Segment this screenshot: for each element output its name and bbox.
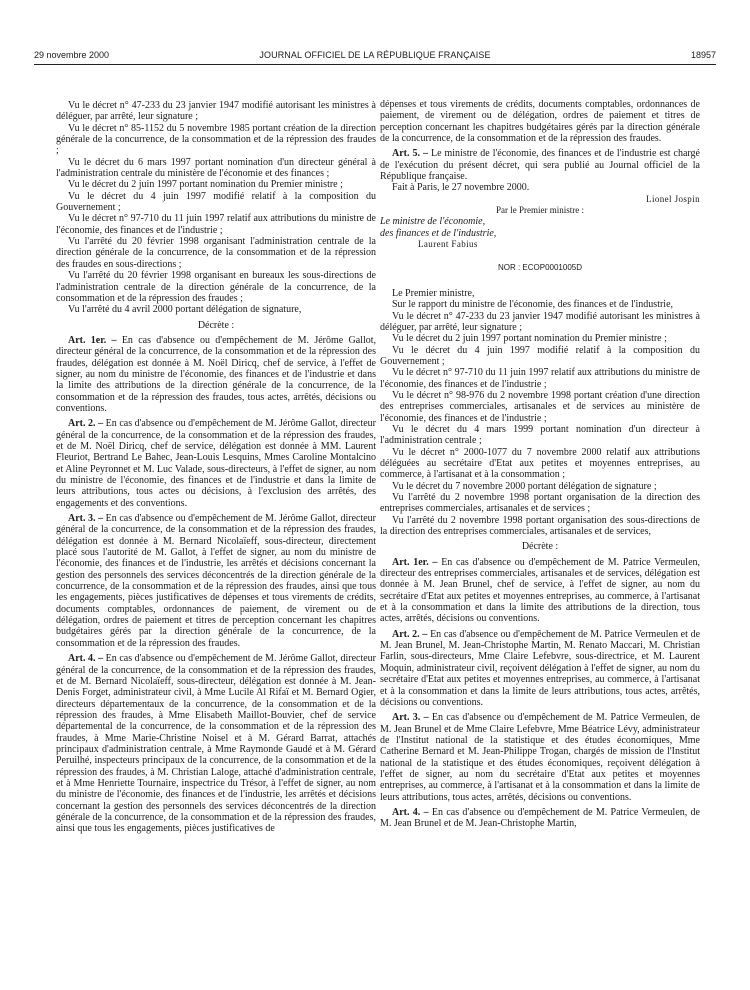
text-paragraph: Vu le décret n° 97-710 du 11 juin 1997 relatif aux attributions du ministre de l'économie, des finances et de l'industrie ; (380, 367, 700, 390)
article-text: En cas d'absence ou d'empêchement de M. Jérôme Gallot, directeur général de la concurrence, de la consommation et de la répression des fraudes, et de M. Noël Diricq, chef de service, délégation est donnée à MM. Laurent Fleuriot, Bertrand Le Bahec, Jean-Louis Lesquins, Mmes Caroline Montalcino et Aline Peyronnet et M. Luc Valade, sous-directeurs, à l'effet de signer, au nom du ministre de l'économie, des finances et de l'industrie et dans la limite de leurs attributions, tous actes ou décisions, à l'exclusion des arrêtés, des engagements et des conventions. (56, 418, 377, 509)
article-text: En cas d'absence ou d'empêchement de M. Patrice Vermeulen, de M. Jean Brunel et de Mme Claire Lefebvre, Mme Béatrice Lévy, administrateur de l'Institut national de la statistique et des études économiques, Mme Catherine Bernard et M. Jean-Philippe Trogan, chargés de mission de l'Institut national de la statistique et des études économiques, reçoivent délégation à l'effet de signer, au nom du secrétaire d'Etat aux petites et moyennes entreprises, au commerce, à l'artisanat et à la consommation et dans la limite de leurs attributions, tous actes, arrêtés, décisions ou conventions. (380, 712, 700, 803)
article-paragraph (380, 557, 700, 625)
article-paragraph (380, 148, 700, 182)
article-paragraph (56, 418, 376, 509)
text-paragraph: Vu l'arrêté du 2 novembre 1998 portant organisation de la direction des entreprises commerciales, artisanales et de services ; (380, 492, 700, 515)
decree-heading: Décrète : (197, 319, 235, 331)
text-paragraph: dépenses et tous virements de crédits, documents comptables, ordonnances de paiement, de virement ou de délégation, ordres de paiement et titres de perception concernant les chapitres budgétaires gérés par la direction générale de la concurrence, de la consommation et de la répression des fraudes. (380, 99, 700, 145)
text-paragraph: Vu le décret n° 47-233 du 23 janvier 1947 modifié autorisant les ministres à déléguer, par arrêté, leur signature ; (380, 310, 700, 333)
text-paragraph: Vu le décret n° 97-710 du 11 juin 1997 relatif aux attributions du ministre de l'économie, des finances et de l'industrie ; (56, 213, 376, 236)
header-rule (34, 64, 716, 65)
text-paragraph: Vu le décret du 4 juin 1997 modifié relatif à la composition du Gouvernement ; (56, 190, 376, 214)
article-paragraph (56, 513, 376, 649)
header-journal-title: JOURNAL OFFICIEL DE LA RÉPUBLIQUE FRANÇAISE (259, 50, 491, 60)
text-paragraph: Vu le décret n° 47-233 du 23 janvier 1947 modifié autorisant les ministres à déléguer, par arrêté, leur signature ; (56, 100, 376, 123)
text-paragraph: Vu le décret du 7 novembre 2000 portant délégation de signature ; (392, 480, 657, 492)
article-label: Art. 1er. – (392, 556, 438, 568)
header-date: 29 novembre 2000 (34, 50, 110, 60)
article-label: Art. 3. – (68, 513, 104, 525)
signature-by: Par le Premier ministre : (496, 205, 584, 216)
minister-role-2: des finances et de l'industrie, (380, 227, 497, 239)
page-header (34, 50, 716, 64)
signer-name: Lionel Jospin (646, 193, 700, 204)
decree-heading: Décrète : (521, 541, 559, 553)
article-label: Art. 4. – (392, 806, 429, 818)
left-column (56, 100, 376, 835)
article-paragraph (56, 335, 376, 414)
article-label: Art. 5. – (392, 148, 428, 160)
text-paragraph: Fait à Paris, le 27 novembre 2000. (392, 182, 530, 194)
article-label: Art. 2. – (68, 418, 104, 430)
article-text: En cas d'absence ou d'empêchement de M. Patrice Vermeulen, de M. Jean Brunel et de M. Jean-Christophe Martin, (380, 806, 700, 830)
text-paragraph: Vu le décret du 2 juin 1997 portant nomination du Premier ministre ; (392, 333, 667, 345)
article-text: En cas d'absence ou d'empêchement de M. Jérôme Gallot, directeur général de la concurrence, de la consommation et de la répression des fraudes, et de M. Bernard Nicolaïeff, sous-directeur, délégation est donnée à M. Jean-Denis Forget, administrateur civil, à Mme Lucile Al Rifaï et M. Bernard Ogier, directeurs départementaux de la concurrence, de la consommation et de la répression des fraudes, à Mme Elisabeth Maillot-Bouvier, chef de service départemental de la concurrence, de la consommation et de la répression des fraudes, à Mme Marie-Christine Noisel et à M. Gérard Barrat, attachés principaux d'administration centrale, à Mme Raymonde Gaudé et à M. Gérard Peruilhé, inspecteurs principaux de la concurrence, de la consommation et de la répression des fraudes, à M. Christian Laloge, attaché d'administration centrale, et à Mme Henriette Tournaire, inspectrice du Trésor, à l'effet de signer, au nom du ministre de l'économie, des finances et de l'industrie, les arrêtés et décisions concernant la gestion des personnels des services déconcentrés de la direction générale de la concurrence, de la consommation et de la répression des fraudes, ainsi que tous les engagements, pièces justificatives de (56, 653, 377, 835)
article-label: Art. 3. – (392, 712, 429, 724)
article-text: En cas d'absence ou d'empêchement de M. Patrice Vermeulen et de M. Jean Brunel, M. Jean-Christophe Martin, M. Renato Maccari, M. Christian Farlin, sous-directeurs, Mme Claire Lefebvre, sous-directrice, et M. Laurent Moquin, administrateur civil, reçoivent délégation à l'effet de signer, au nom du secrétaire d'Etat aux petites et moyennes entreprises, au commerce, à l'artisanat et à la consommation et dans la limite de leurs attributions, tous actes, arrêtés, décisions ou conventions. (380, 628, 701, 708)
article-text: En cas d'absence ou d'empêchement de M. Jérôme Gallot, directeur général de la concurrence, de la consommation et de la répression des fraudes, délégation est donnée à M. Bernard Nicolaïeff, sous-directeur, directement placé sous l'autorité de M. Gallot, à l'effet de signer, au nom du ministre de l'économie, des finances et de l'industrie, les arrêtés et décisions concernant la gestion des personnels des services déconcentrés de la direction générale de la concurrence, de la consommation et de la répression des fraudes, ainsi que tous les engagements, pièces justificatives de dépenses et tous virements de crédits, documents comptables, ordonnances de paiement, de virement ou de délégation, ordres de paiement et titres de perception concernant les chapitres budgétaires gérés par la direction générale de la concurrence, de la consommation et de la répression des fraudes. (56, 513, 377, 649)
nor-reference: NOR : ECOP0001005D (497, 263, 583, 273)
article-paragraph (380, 629, 700, 708)
text-paragraph: Vu le décret du 2 juin 1997 portant nomination du Premier ministre ; (68, 179, 343, 191)
right-column (380, 99, 700, 830)
text-paragraph: Vu l'arrêté du 2 novembre 1998 portant organisation des sous-directions de la direction des entreprises commerciales, artisanales et de services, (380, 514, 700, 538)
article-paragraph (380, 807, 700, 830)
text-paragraph: Vu le décret n° 98-976 du 2 novembre 1998 portant création d'une direction des entreprises commerciales, artisanales et de services au ministère de l'économie, des finances et de l'industrie ; (380, 389, 700, 424)
header-page-number: 18957 (690, 50, 716, 60)
article-label: Art. 4. – (68, 653, 104, 665)
text-paragraph: Vu l'arrêté du 4 avril 2000 portant délégation de signature, (68, 304, 302, 316)
right-column-bottom (380, 288, 700, 830)
text-paragraph: Vu le décret du 4 mars 1999 portant nomination d'un directeur à l'administration centrale ; (380, 423, 700, 447)
article-paragraph (56, 653, 376, 835)
article-label: Art. 1er. – (68, 334, 117, 346)
text-paragraph: Vu le décret du 4 juin 1997 modifié relatif à la composition du Gouvernement ; (380, 344, 700, 367)
right-column-top (380, 99, 700, 194)
minister-name: Laurent Fabius (418, 239, 478, 250)
article-label: Art. 2. – (392, 628, 428, 640)
article-text: Le ministre de l'économie, des finances et de l'industrie est chargé de l'exécution du présent décret, qui sera publié au Journal officiel de la République française. (380, 148, 700, 183)
article-text: En cas d'absence ou d'empêchement de M. Patrice Vermeulen, directeur des entreprises commerciales, artisanales et de services, délégation est donnée à M. Jean Brunel, chef de service, à l'effet de signer, au nom du secrétaire d'Etat aux petites et moyennes entreprises, au commerce, à l'artisanat et à la consommation et dans la limite des attributions de la direction, tous actes, arrêtés, décisions ou conventions. (380, 556, 701, 625)
article-paragraph (380, 712, 700, 803)
minister-role-1: Le ministre de l'économie, (380, 216, 486, 228)
text-paragraph: Vu le décret n° 85-1152 du 5 novembre 1985 portant création de la direction générale de la concurrence, de la consommation et de la répression des fraudes ; (56, 122, 376, 157)
text-paragraph: Le Premier ministre, (392, 287, 475, 299)
article-text: En cas d'absence ou d'empêchement de M. Jérôme Gallot, directeur général de la concurrence, de la consommation et de la répression des fraudes, délégation est donnée à M. Noël Diricq, chef de service, à l'effet de signer, au nom du ministre de l'économie, des finances et de l'industrie et dans la limite des attributions de la direction générale de la concurrence, de la consommation et de la répression des fraudes, tous actes, arrêtés, décisions ou conventions. (56, 334, 377, 414)
text-paragraph: Vu le décret du 6 mars 1997 portant nomination d'un directeur général à l'administration centrale du ministère de l'économie et des finances ; (56, 156, 376, 180)
text-paragraph: Vu l'arrêté du 20 février 1998 organisant l'administration centrale de la direction générale de la concurrence, de la consommation et de la répression des fraudes en sous-directions ; (56, 236, 376, 270)
text-paragraph: Vu le décret n° 2000-1077 du 7 novembre 2000 relatif aux attributions déléguées au secrétaire d'Etat aux petites et moyennes entreprises, au commerce, à l'artisanat et à la consommation ; (380, 446, 700, 481)
text-paragraph: Sur le rapport du ministre de l'économie, des finances et de l'industrie, (392, 299, 674, 311)
text-paragraph: Vu l'arrêté du 20 février 1998 organisant en bureaux les sous-directions de l'administration centrale de la direction générale de la concurrence, de la consommation et de la répression des fraudes ; (56, 270, 376, 304)
